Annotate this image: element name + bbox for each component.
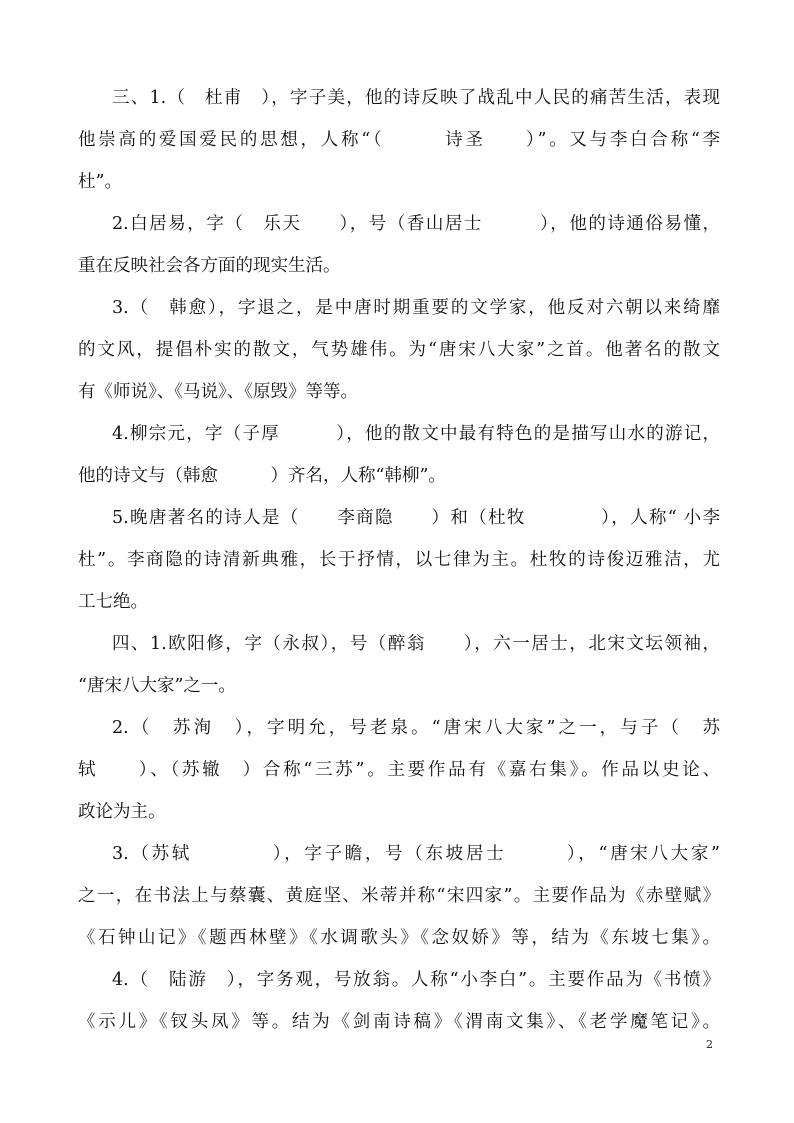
paragraph-line: 2.白居易，字（ 乐天 ），号（香山居士 ），他的诗通俗易懂， [112,214,720,234]
paragraph-line: 3.（ 韩愈），字退之，是中唐时期重要的文学家，他反对六朝以来绮靡 [112,298,720,318]
paragraph-line: 重在反映社会各方面的现实生活。 [78,256,341,276]
paragraph-line: 他崇高的爱国爱民的思想，人称“（ 诗圣 ）”。又与李白合称“李 [78,130,720,150]
paragraph-line: 《示儿》《钗头凤》等。结为《剑南诗稿》《渭南文集》、《老学魔笔记》。 [78,1012,720,1032]
paragraph-line: 4.（ 陆游 ），字务观，号放翁。人称“小李白”。主要作品为《书愤》 [112,970,720,990]
paragraph-line: 工七绝。 [78,592,148,612]
paragraph-line: 有《师说》、《马说》、《原毁》等等。 [78,382,358,402]
paragraph-line: 政论为主。 [78,802,166,822]
paragraph-line: 之一，在书法上与蔡囊、黄庭坚、米蒂并称“宋四家”。主要作品为《赤壁赋》 [78,886,720,906]
paragraph-line: 三、1.（ 杜甫 ），字子美，他的诗反映了战乱中人民的痛苦生活，表现 [112,88,720,108]
paragraph-line: 3.（苏轼 ），字子瞻，号（东坡居士 ），“唐宋八大家” [112,844,720,864]
page-number: 2 [706,1038,713,1051]
paragraph-line: 轼 ）、（苏辙 ）合称“三苏”。主要作品有《嘉右集》。作品以史论、 [78,760,720,780]
paragraph-line: 《石钟山记》《题西林壁》《水调歌头》《念奴娇》等，结为《东坡七集》。 [78,928,720,948]
paragraph-line: 4.柳宗元，字（子厚 ），他的散文中最有特色的是描写山水的游记， [112,424,720,444]
paragraph-line: 2.（ 苏洵 ），字明允，号老泉。“唐宋八大家”之一，与子（ 苏 [112,718,720,738]
paragraph-line: 5.晚唐著名的诗人是（ 李商隐 ）和（杜牧 ），人称“ 小李 [112,508,720,528]
paragraph-line: 杜”。 [78,172,122,192]
paragraph-line: 四、1.欧阳修，字（永叔），号（醉翁 ），六一居士，北宋文坛领袖， [112,634,720,654]
paragraph-line: 的文风，提倡朴实的散文，气势雄伟。为“唐宋八大家”之首。他著名的散文 [78,340,720,360]
paragraph-line: 他的诗文与（韩愈 ）齐名，人称“韩柳”。 [78,466,446,486]
paragraph-line: 杜”。李商隐的诗清新典雅，长于抒情，以七律为主。杜牧的诗俊迈雅洁，尤 [78,550,720,570]
paragraph-line: “唐宋八大家”之一。 [78,676,236,696]
